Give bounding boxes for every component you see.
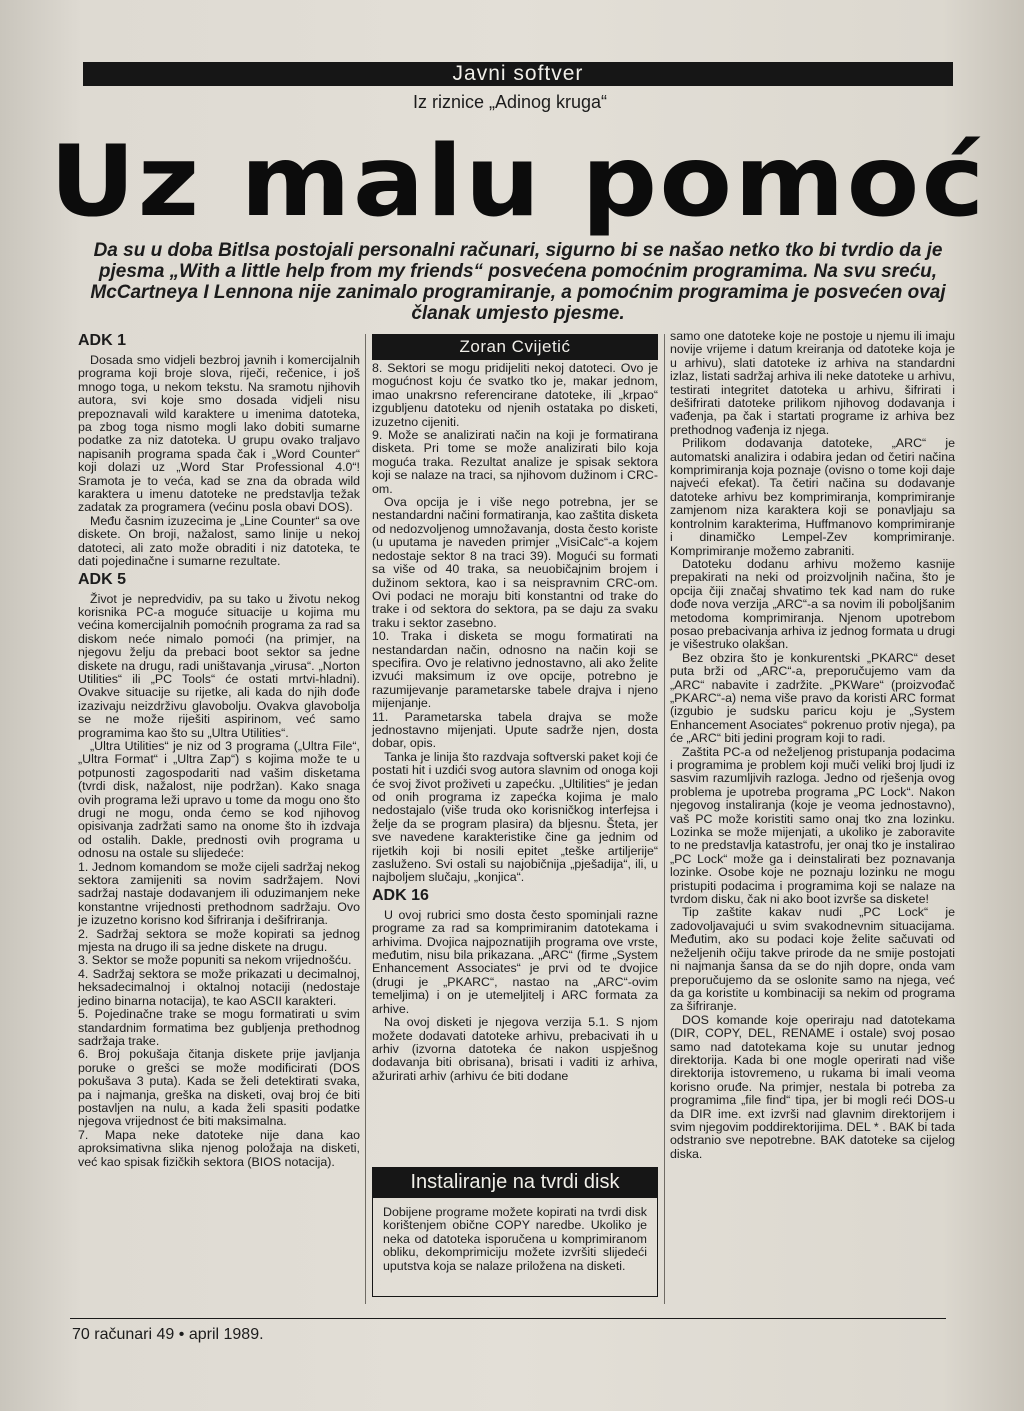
list-item: 8. Sektori se mogu pridijeliti nekoj datoteci. Ovo je mogućnost koju će svatko tko je, makar jednom, imao unakrsno referencirane datoteke, ili „krpao“ izgubljenu datoteku od njenih ostataka po disketi, izuzetno cijeniti. <box>372 361 658 429</box>
list-item: 6. Broj pokušaja čitanja diskete prije javljanja poruke o grešci se može modificirati (DOS pokušava 3 puta). Kada se želi detektirati svaka, pa i najmanja, greška na disketi, ovaj broj će biti postavljen na nulu, a kada želi spasiti podatke njegova vrijednost će biti maksimalna. <box>78 1047 360 1129</box>
list-item: 11. Parametarska tabela drajva se može jednostavno mijenjati. Upute sadrže njen, dosta dobar, opis. <box>372 709 658 751</box>
list-item: 4. Sadržaj sektora se može prikazati u decimalnoj, heksadecimalnoj i oktalnoj notaciji (nedostaje jedino binarna notacija), te kao ASCII karakteri. <box>78 966 360 1008</box>
paragraph: Dosada smo vidjeli bezbroj javnih i komercijalnih programa koji broje slova, riječi, rečenice, i još mnogo toga, u nekom tekstu. Na sramotu njihovih autora, svi koje smo dosada vidjeli nisu prepoznavali wild karaktere u imenima datoteka, pa zbog toga nismo mogli lako dobiti sumarne podatke za niz datoteka. U grupu ovako traljavo napisanih programa spada čak i „Word Counter“ koji dolazi uz „Word Star Professional 4.0“! Sramota je to veća, kad se zna da obrada wild karaktera u imenu datoteke ne predstavlja težak zadatak za programera (većinu posla obavi DOS). <box>78 353 360 515</box>
sidebar-box-text: Dobijene programe možete kopirati na tvrdi disk korištenjem obične COPY naredbe. Ukoliko je neka od datoteka isporučena u komprimiranom obliku, dekomprimiciju možete izvršiti slijedeći uputstva koja se nalaze priložena na disketi. <box>383 1205 647 1273</box>
list-item: 2. Sadržaj sektora se može kopirati sa jednog mjesta na drugo ili sa jedne diskete na drugu. <box>78 926 360 955</box>
paragraph: „Ultra Utilities“ je niz od 3 programa („Ultra File“, „Ultra Format“ i „Ultra Zap“) s kojima može te u potpunosti zagospodariti nad vašim disketama (tvrdi disk, nažalost, nije podržan). Kako snaga ovih programa leži upravo u tome da mogu ono što drugi ne mogu, onda ćemo se kod njihovog opisivanja zadržati samo na onome što ih izdvaja od ostalih. Dakle, prednosti ovih programa u odnosu na ostale su slijedeće: <box>78 738 360 861</box>
subheading-adk1: ADK 1 <box>78 332 127 349</box>
column-divider <box>365 334 366 1304</box>
paragraph: Prilikom dodavanja datoteke, „ARC“ je automatski analizira i odabira jedan od četiri načina komprimiranja koja poznaje (ovisno o tome koji daje najveći efekat). Ta četiri načina su dodavanje datoteke arhivu bez komprimiranja, komprimiranje zamjenom niza karaktera koji se ponavljaju sa kontrolnim karakterima, Huffmanovo komprimiranje i dinamičko Lempel-Zev komprimiranje. Komprimiranje možemo zabraniti. <box>670 436 955 558</box>
footer-date: april 1989. <box>188 1326 264 1343</box>
subheading-adk5: ADK 5 <box>78 570 127 588</box>
list-item: 5. Pojedinačne trake se mogu formatirati u svim standardnim formatima bez gubljenja prethodnog sadržaja trake. <box>78 1007 360 1048</box>
paragraph: Ova opcija je i više nego potrebna, jer se nestandardni načini formatiranja, kao zaštita disketa od nedozvoljenog umnožavanja, dosta često koriste (u uputama je naveden primjer „VisiCalc“-a kojem nedostaje sektor 8 na traci 39). Mogući su formati sa više od 40 traka, sa neuobičajnim brojem i dužinom sektora, kao i sa neispravnim CRC-om. Ovi podaci ne moraju biti konstantni od trake do trake i od sektora do sektora, pa se daju za svaku traku i sektor zasebno. <box>372 495 658 630</box>
page-footer <box>72 1325 264 1345</box>
paragraph: Tanka je linija što razdvaja softverski paket koji će postati hit i uzdići svog autora slavnim od onoga koji će svoj život proživeti u zapećku. „Ultilities“ je jedan od onih programa iz zapećka kojima je malo nedostajalo (više truda oko korisničkog interfejsa i želje da se program plasira) da bljesnu. Šteta, jer sve navedene karakteristike čine ga jednim od rijetkih koji bi nosili epitet „teške artiljerije“ zasluženo. Svi ostali su najobičnija „pješadija“, ili, u najboljem slučaju, „konjica“. <box>372 749 658 885</box>
list-item: 3. Sektor se može popuniti sa nekom vrijednošću. <box>78 953 352 968</box>
paragraph: Tip zaštite kakav nudi „PC Lock“ je zadovoljavajući u svim svakodnevnim situacijama. Međutim, ako su podaci koje želite sačuvati od neželjenih očiju takve prirode da ne smije postojati ni najmanja šansa da se do njih dopre, onda vam preporučujemo da se oslonite samo na njega, već da ga koristite u kombinaciji sa nekim od programa za šifriranje. <box>670 905 955 1014</box>
column-divider <box>664 334 665 1304</box>
paragraph: samo one datoteke koje ne postoje u njemu ili imaju novije vrijeme i datum kreiranja od datoteke koja je u arhivu), slati datoteke iz arhiva na standardni izlaz, listati sadržaj arhiva ili neke datoteke u arhivu, testirati integritet datoteka u arhivu, šifrirati i dešifrirati datoteke prilikom njihovog dodavanja i vađenja, pa čak i startati programe iz arhiva bez prethodnog vađenja iz njega. <box>670 329 955 437</box>
sidebar-box <box>372 1197 658 1297</box>
paragraph: DOS komande koje operiraju nad datotekama (DIR, COPY, DEL, RENAME i ostale) svoj posao samo nad datotekama koje su unutar jednog direktorija. Kada bi one mogle operirati nad više direktorija istovremeno, u rukama bi imali veoma korisno oruđe. Na primjer, nestala bi potreba za programima „file find“ tipa, jer bi mogli reći DOS-u da DIR ime. ext izvrši nad glavnim direktorijem i svim njegovim poddirektorijima. DEL * . BAK bi tada odstranio sve nepotrebne. BAK datoteke sa cijelog diska. <box>670 1012 955 1161</box>
list-item: 10. Traka i disketa se mogu formatirati na nestandardan način, odnosno na način koji se specifira. Ovo je relativno jednostavno, ali ako želite izvući maksimum iz ove opcije, potrebno je razumijevanje parametarske tabele drajva i njeno mijenjanje. <box>372 629 658 711</box>
subheading-adk16: ADK 16 <box>372 886 429 904</box>
sidebar-box-title: Instaliranje na tvrdi disk <box>372 1167 658 1197</box>
list-item: 1. Jednom komandom se može cijeli sadržaj nekog sektora zamijeniti sa novim sadržajem. Novi sadržaj nastaje dodavanjem ili oduzimanjem neke konstantne vrijednosti prethodnom sadržaju. Ovo je izuzetno korisno kod šifriranja i dešifriranja. <box>78 859 360 928</box>
paragraph: U ovoj rubrici smo dosta često spominjali razne programe za rad sa komprimiranim datotekama i arhivima. Dvojica najpoznatijih programa ove vrste, međutim, nisu bila prikazana. „ARC“ (firme „System Enhancement Associates“ je prvi od te dvojice (drugi je „PKARC“, nastao na „ARC“-ovim temeljima) i on je utemeljitelj i ARC formata za arhive. <box>372 907 658 1016</box>
column-1 <box>78 330 360 1169</box>
article-title: Uz malu pomoć <box>49 125 987 239</box>
section-header: Javni softver <box>83 62 953 86</box>
list-item: 7. Mapa neke datoteke nije dana kao aproksimativna slika njenog položaja na disketi, već kao spisak fizičkih sektora (BIOS notacija). <box>78 1127 360 1169</box>
list-item: 9. Može se analizirati način na koji je formatirana disketa. Pri tome se može analizirati bilo koja moguća traka. Rezultat analize je spisak sektora koji se nalaze na traci, sa njihovom dužinom i CRC-om. <box>372 428 658 496</box>
footer-page: 70 računari 49 <box>72 1326 175 1343</box>
paragraph: Zaštita PC-a od neželjenog pristupanja podacima i programima je problem koji muči veliki broj ljudi iz sasvim razumljivih razloga. Jedno od rješenja ovog problema je upotreba programa „PC Lock“. Nakon njegovog instaliranja (koje je veoma jednostavno), vaš PC može koristiti samo onaj tko zna lozinku. Lozinka se može mijenjati, a ukoliko je zaboravite to ne predstavlja katastrofu, jer onaj tko je instalirao „PC Lock“ može ga i deinstalirati bez poznavanja lozinke. Osobe koje ne poznaju lozinku ne mogu pristupiti podacima i programima koji se nalaze na tvrdom disku, čak ni ako boot izvrše sa diskete! <box>670 744 955 907</box>
column-3 <box>670 330 955 1161</box>
paragraph: Bez obzira što je konkurentski „PKARC“ deset puta brži od „ARC“-a, preporučujemo vam da „ARC“ nabavite i zadržite. „PKWare“ (proizvođač „PKARC“-a) nema više pravo da koristi ARC format (izgubio je sudsku paricu koju je „System Enhancement Asociates“ pokrenuo protiv njega), pa će „ARC“ biti jedini program koji to radi. <box>670 650 955 746</box>
footer-rule <box>70 1318 946 1319</box>
article-lead: Da su u doba Bitlsa postojali personalni računari, sigurno bi se našao netko tko bi tvrdio da je pjesma „With a little help from my friends“ posvećena pomoćnim programima. Na svu sreću, McCartneya I Lennona nije zanimalo programiranje, a pomoćnim programima je posvećen ovaj članak umjesto pjesme. <box>90 240 946 324</box>
paragraph: Život je nepredvidiv, pa su tako u životu nekog korisnika PC-a moguće situacije u kojima mu većina komercijalnih pomoćnih programa za rad sa diskom neće nimalo pomoći (na primjer, na njegovu želju da prebaci boot sektor sa jedne diskete na drugu, radi uništavanja „virusa“. „Norton Utilities“ ili „PC Tools“ će ostati mrtvi-hladni). Ovakve situacije su rijetke, ali kada do njih dođe izazivaju neizdrživu glavobolju. Ovakva glavobolja se ne može riješiti aspirinom, već samo programima kao što su „Ultra Utilities“. <box>78 591 360 740</box>
footer-bullet: • <box>178 1326 185 1343</box>
column-2 <box>372 362 658 1083</box>
paragraph: Među časnim izuzecima je „Line Counter“ sa ove diskete. On broji, nažalost, samo linije u nekoj datoteci, ali zato može obraditi i niz datoteka, te dati pojedinačne i sumarne rezultate. <box>78 513 360 569</box>
paragraph: Datoteku dodanu arhivu možemo kasnije prepakirati na neki od proizvoljnih načina, što je opcija čiji značaj shvatimo tek kad nam do ruke dođe nova verzija „ARC“-a sa novim ili poboljšanim metodoma komprimiranja. Njenom upotrebom posao prebacivanja arhiva iz jednog formata u drugi je višestruko olakšan. <box>670 556 955 652</box>
paragraph: Na ovoj disketi je njegova verzija 5.1. S njom možete dodavati datoteke arhivu, prebacivati ih u arhiv (izvorna datoteka će nakon uspješnog dodavanja biti obrisana), brisati i vaditi iz arhiva, ažurirati arhiv (arhivu će biti dodane <box>372 1015 658 1083</box>
author-byline: Zoran Cvijetić <box>372 334 658 360</box>
kicker: Iz riznice „Adinog kruga“ <box>412 92 608 112</box>
